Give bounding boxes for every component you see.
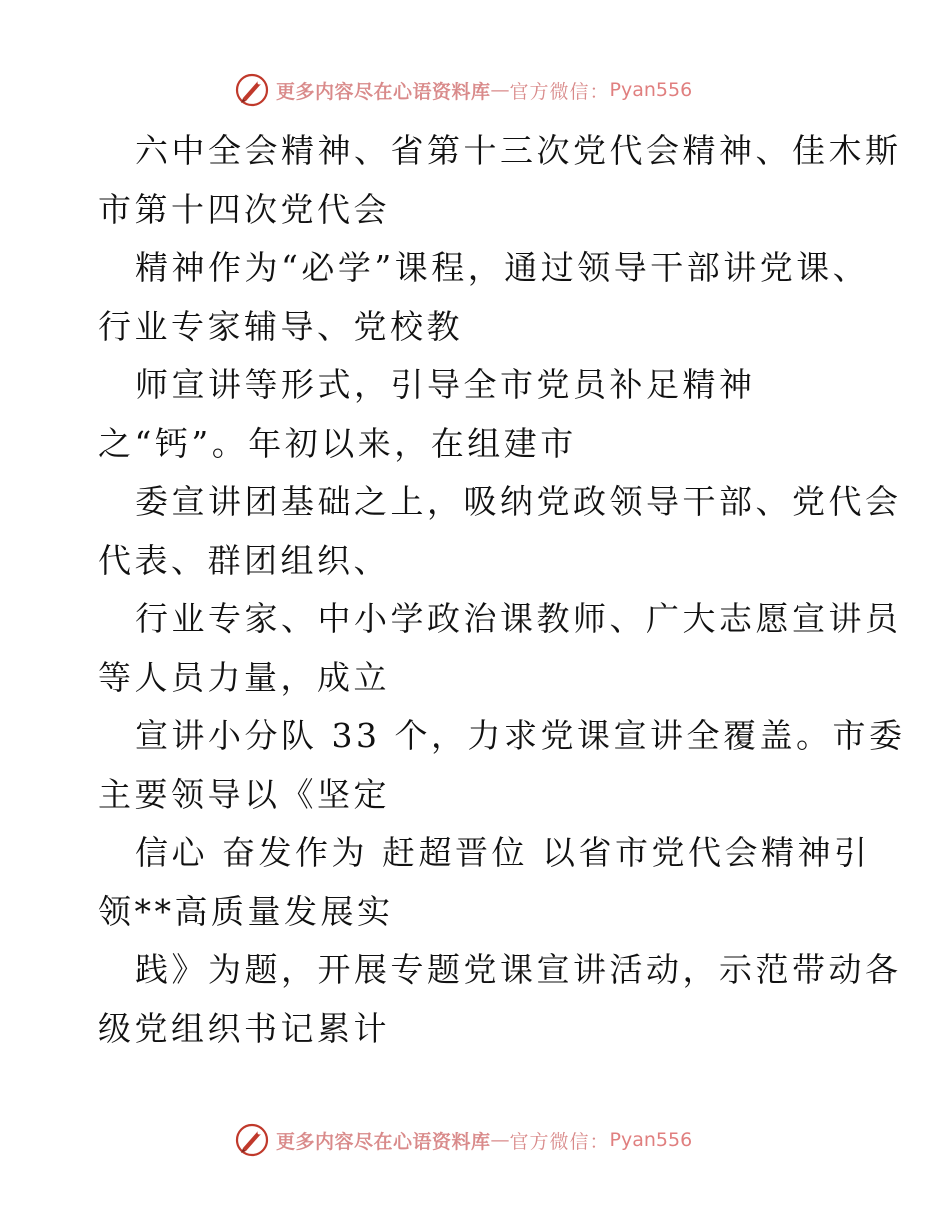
header-banner <box>234 70 692 110</box>
document-body <box>98 122 906 1058</box>
text-line: 行业专家辅导、党校教 <box>98 306 463 346</box>
text-line: 六中全会精神、省第十三次党代会精神、佳木斯 <box>135 131 902 170</box>
banner-separator: — <box>490 79 510 101</box>
banner-wechat-id: Pyan556 <box>609 79 693 101</box>
text-line: 行业专家、中小学政治课教师、广大志愿宣讲员 <box>135 599 902 638</box>
text-line: 代表、群团组织、 <box>98 540 390 580</box>
text-line: 领**高质量发展实 <box>98 891 394 931</box>
text-line: 委宣讲团基础之上，吸纳党政领导干部、党代会 <box>135 482 902 521</box>
banner-wechat-label: 官方微信： <box>509 1130 610 1153</box>
text-line: 市第十四次党代会 <box>98 189 390 229</box>
pen-logo-icon <box>234 72 270 108</box>
text-line: 主要领导以《坚定 <box>98 774 390 814</box>
banner-separator: — <box>490 1129 510 1151</box>
text-line: 信心 奋发作为 赶超晋位 以省市党代会精神引 <box>135 833 871 872</box>
text-line: 精神作为“必学”课程，通过领导干部讲党课、 <box>135 248 870 287</box>
banner-wechat-id: Pyan556 <box>609 1129 693 1151</box>
text-line: 宣讲小分队 33 个，力求党课宣讲全覆盖。市委 <box>135 716 906 755</box>
text-line: 级党组织书记累计 <box>98 1008 390 1048</box>
footer-banner <box>234 1120 692 1160</box>
banner-slogan: 更多内容尽在心语资料库 <box>276 1130 491 1153</box>
banner-wechat-label: 官方微信： <box>509 80 610 103</box>
text-line: 践》为题，开展专题党课宣讲活动，示范带动各 <box>135 950 902 989</box>
text-line: 等人员力量，成立 <box>98 657 390 697</box>
pen-logo-icon <box>234 1122 270 1158</box>
text-line: 师宣讲等形式，引导全市党员补足精神 <box>135 365 756 404</box>
banner-slogan: 更多内容尽在心语资料库 <box>276 80 491 103</box>
text-line: 之“钙”。年初以来，在组建市 <box>98 423 577 463</box>
